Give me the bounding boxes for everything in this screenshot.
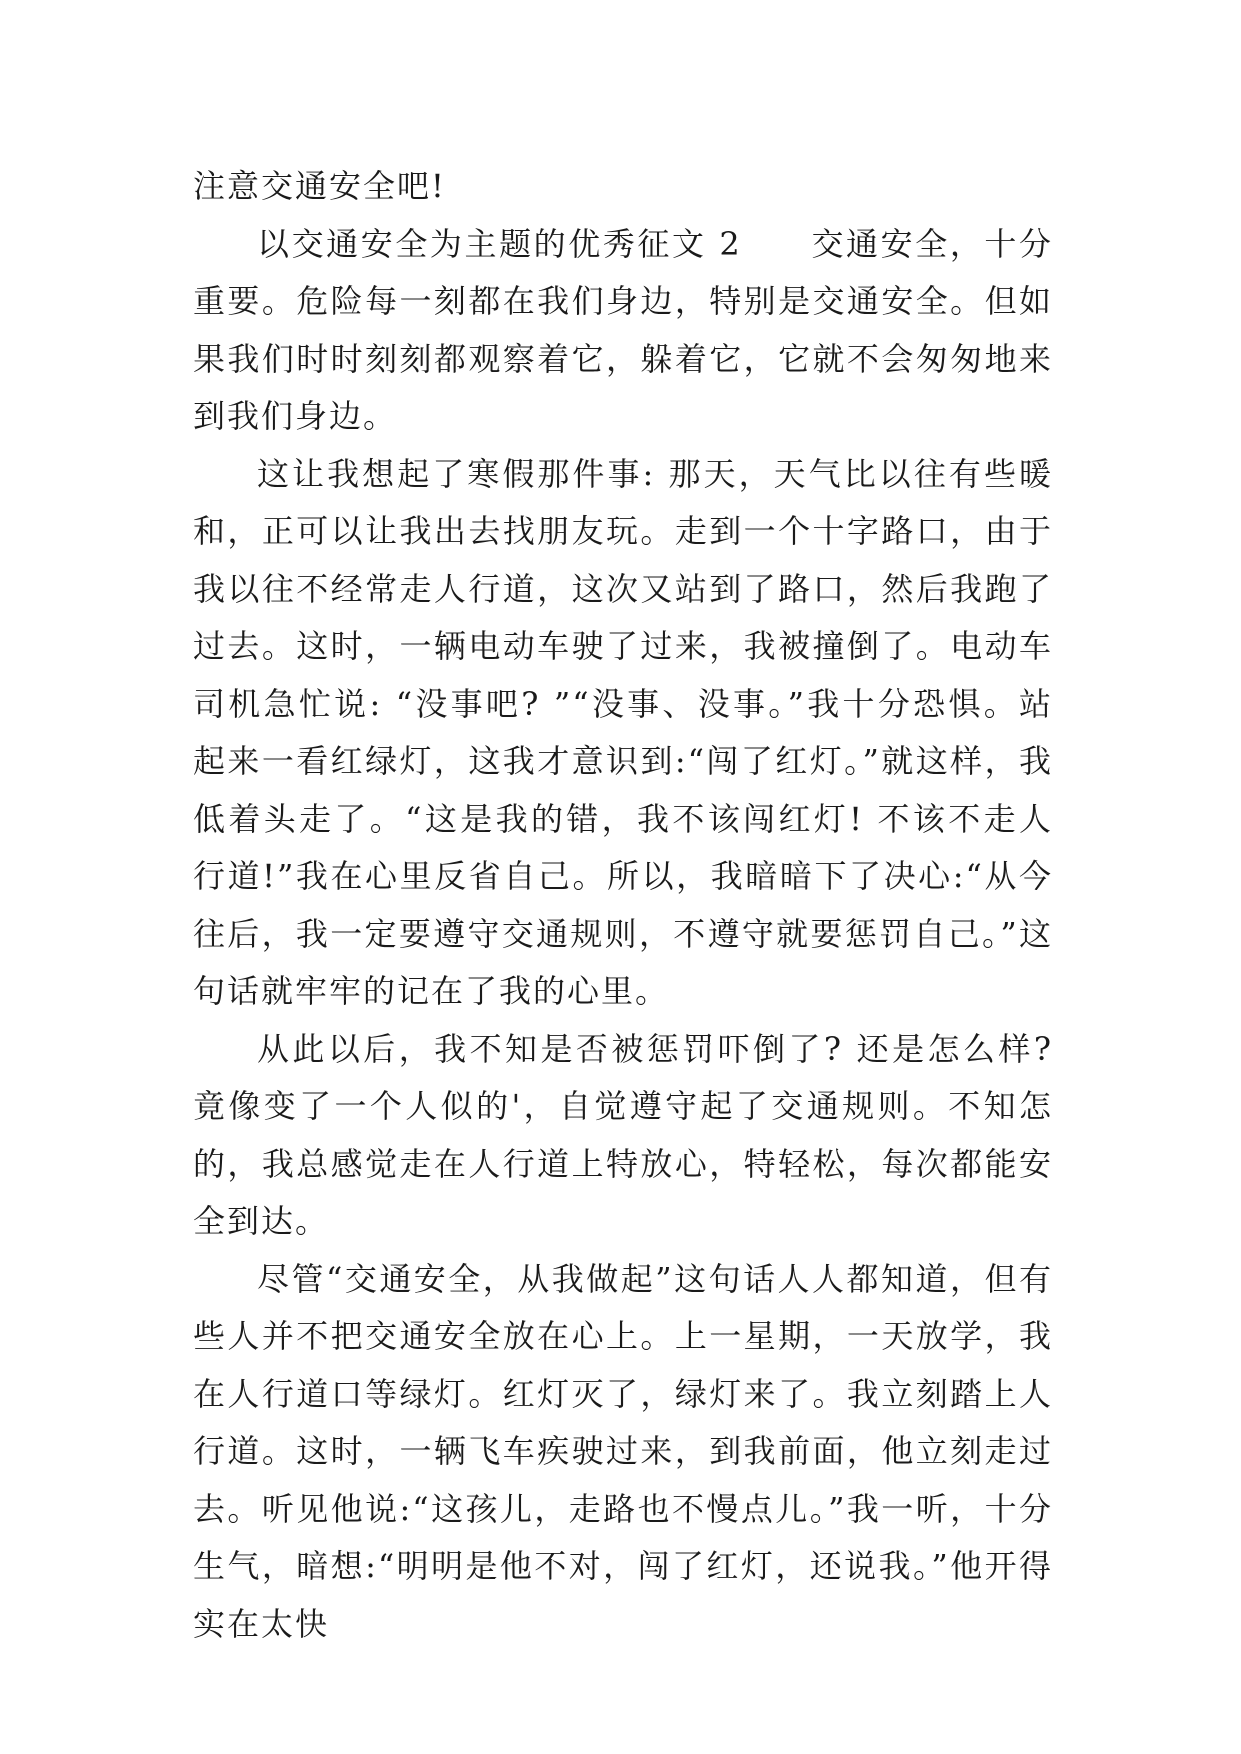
paragraph-3: 这让我想起了寒假那件事: 那天，天气比以往有些暖和，正可以让我出去找朋友玩。走到一个十字路口，由于我以往不经常走人行道，这次又站到了路口，然后我跑了过去。这时，一辆电动车驶了过来，我被撞倒了。电动车司机急忙说: “没事吧? ”“没事、没事。”我十分恐惧。站起来一看红绿灯，这我才意识到:“闯了红灯。”就这样，我低着头走了。“这是我的错，我不该闯红灯! 不该不走人行道!”我在心里反省自己。所以，我暗暗下了决心:“从今往后，我一定要遵守交通规则，不遵守就要惩罚自己。”这句话就牢牢的记在了我的心里。 — [193, 454, 1053, 1010]
paragraph-1: 注意交通安全吧! — [193, 167, 446, 205]
paragraph-5: 尽管“交通安全，从我做起”这句话人人都知道，但有些人并不把交通安全放在心上。上一星期，一天放学，我在人行道口等绿灯。红灯灭了，绿灯来了。我立刻踏上人行道。这时，一辆飞车疾驶过来，到我前面，他立刻走过去。听见他说:“这孩儿，走路也不慢点儿。”我一听，十分生气，暗想:“明明是他不对，闯了红灯，还说我。”他开得实在太快 — [193, 1259, 1053, 1643]
paragraph-4: 从此以后，我不知是否被惩罚吓倒了? 还是怎么样? 竟像变了一个人似的'，自觉遵守起了交通规则。不知怎的，我总感觉走在人行道上特放心，特轻松，每次都能安全到达。 — [193, 1029, 1053, 1240]
paragraph-2: 以交通安全为主题的优秀征文 2 交通安全，十分重要。危险每一刻都在我们身边，特别是交通安全。但如果我们时时刻刻都观察着它，躲着它，它就不会匆匆地来到我们身边。 — [193, 224, 1053, 435]
document-body — [193, 158, 1053, 1653]
